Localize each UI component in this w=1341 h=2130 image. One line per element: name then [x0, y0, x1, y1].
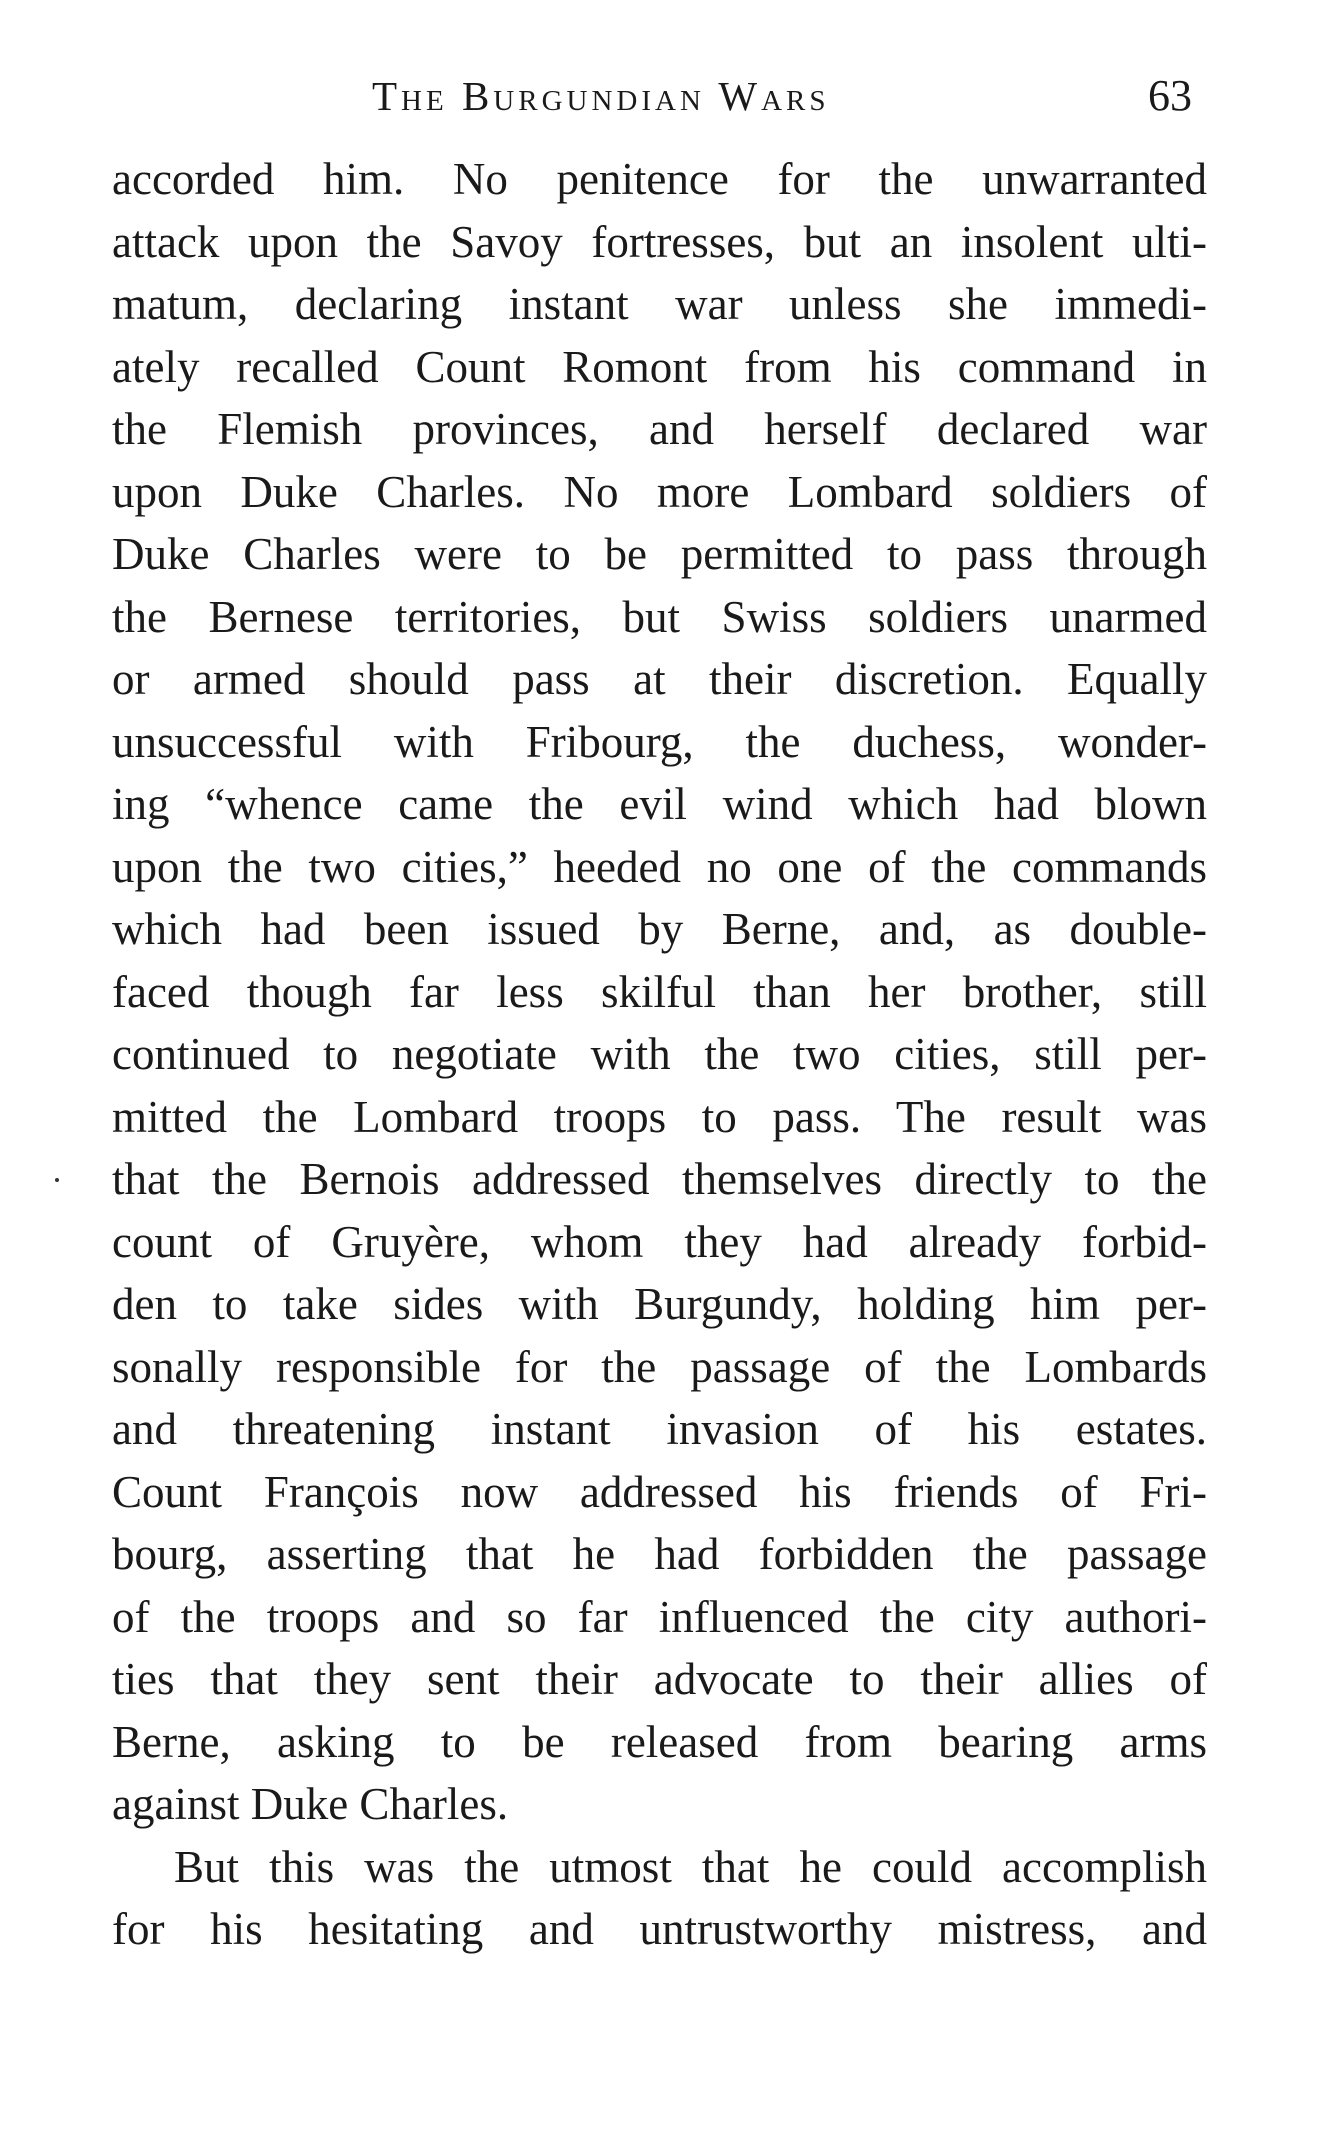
text-line: against Duke Charles.: [112, 1779, 509, 1829]
text-line: But this was the utmost that he could accomplish: [174, 1841, 1207, 1892]
text-line: matum, declaring instant war unless she immedi-: [112, 279, 1207, 329]
text-line: continued to negotiate with the two cities, still per-: [112, 1029, 1207, 1079]
text-line: ately recalled Count Romont from his command in: [112, 341, 1207, 392]
text-line: of the troops and so far influenced the city authori-: [112, 1591, 1207, 1642]
text-line: count of Gruyère, whom they had already forbid-: [112, 1216, 1207, 1267]
text-line: ties that they sent their advocate to their allies of: [112, 1654, 1207, 1704]
text-line: that the Bernois addressed themselves directly to the: [112, 1154, 1207, 1204]
text-line: or armed should pass at their discretion. Equally: [112, 654, 1207, 704]
text-line: den to take sides with Burgundy, holding him per-: [112, 1279, 1207, 1329]
text-line: faced though far less skilful than her brother, still: [112, 966, 1207, 1017]
text-line: unsuccessful with Fribourg, the duchess, wonder-: [112, 716, 1207, 767]
text-line: for his hesitating and untrustworthy mistress, and: [112, 1904, 1207, 1954]
text-line: bourg, asserting that he had forbidden the passage: [112, 1529, 1207, 1579]
running-head: [0, 66, 1341, 126]
text-line: the Bernese territories, but Swiss soldiers unarmed: [112, 591, 1207, 642]
paragraph-1: [112, 148, 1207, 1836]
body-text: [112, 148, 1207, 1961]
text-line: Berne, asking to be released from bearing arms: [112, 1716, 1207, 1767]
text-line: Count François now addressed his friends of Fri-: [112, 1466, 1207, 1517]
text-line: Duke Charles were to be permitted to pass through: [112, 529, 1207, 579]
text-line: mitted the Lombard troops to pass. The result was: [112, 1091, 1207, 1142]
text-line: upon the two cities,” heeded no one of the commands: [112, 841, 1207, 892]
text-line: which had been issued by Berne, and, as double-: [112, 904, 1207, 954]
page-number: 63: [1148, 71, 1192, 120]
running-title: The Burgundian Wars: [372, 73, 830, 119]
text-line: the Flemish provinces, and herself declared war: [112, 404, 1207, 454]
paragraph-2: [112, 1836, 1207, 1961]
text-line: ing “whence came the evil wind which had blown: [112, 779, 1207, 829]
text-line: accorded him. No penitence for the unwarranted: [112, 154, 1207, 204]
text-line: attack upon the Savoy fortresses, but an insolent ulti-: [112, 216, 1207, 267]
text-line: sonally responsible for the passage of the Lombards: [112, 1341, 1207, 1392]
text-line: upon Duke Charles. No more Lombard soldiers of: [112, 466, 1207, 517]
text-line: and threatening instant invasion of his estates.: [112, 1404, 1207, 1454]
stray-ink-mark: [55, 1178, 59, 1182]
